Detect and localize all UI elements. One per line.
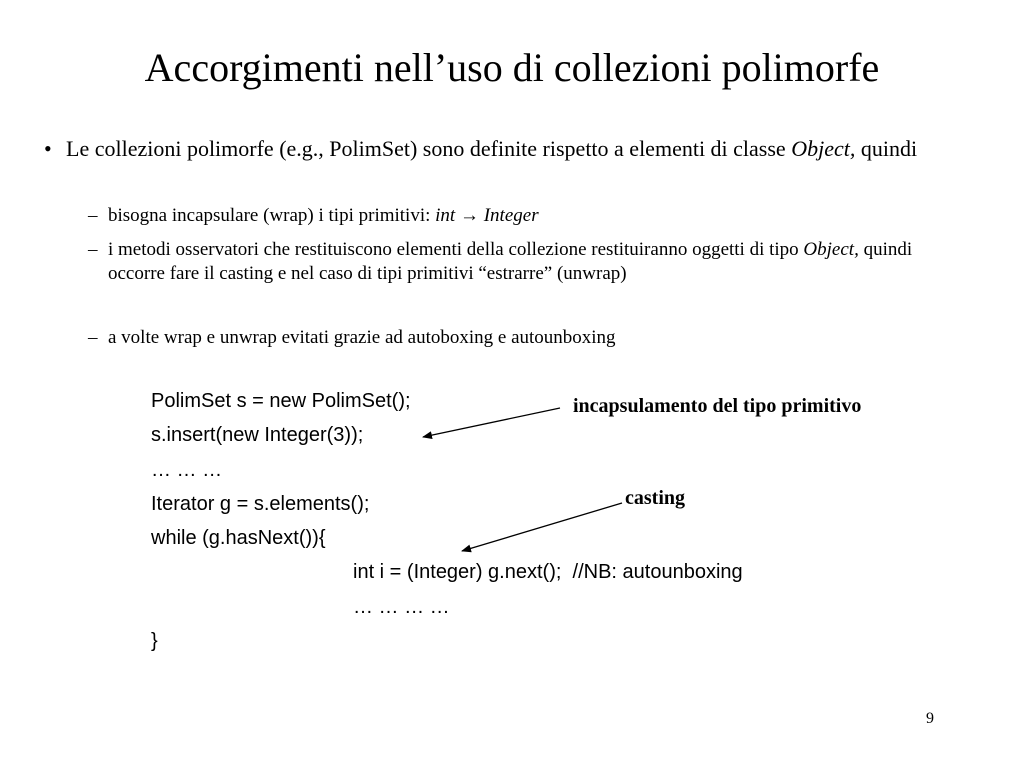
subbullet-italic-object: Object, [803, 239, 859, 260]
bullet-italic-object: Object, [791, 136, 856, 161]
bullet-text-b: quindi [855, 136, 918, 161]
page-number: 9 [926, 710, 934, 727]
subbullet-observers-text-b: quindi occorre fare il casting e nel caso di tipi primitivi “estrarre” (unwrap) [108, 239, 913, 284]
annotation-wrap: incapsulamento del tipo primitivo [573, 395, 862, 417]
subbullet-marker: – [88, 239, 98, 260]
subbullet-marker: – [88, 327, 98, 348]
subbullet-integer: Integer [483, 205, 539, 226]
annotation-casting: casting [625, 487, 685, 509]
subbullet-wrap-text: bisogna incapsulare (wrap) i tipi primitivi: [108, 205, 436, 226]
arrow-to-casting-line [462, 503, 622, 551]
code-line-8: } [151, 630, 158, 652]
code-line-2: s.insert(new Integer(3)); [151, 424, 364, 446]
code-line-5: while (g.hasNext()){ [151, 527, 326, 549]
right-arrow-icon: → [459, 205, 479, 226]
subbullet-observers-text-a: i metodi osservatori che restituiscono elementi della collezione restituiranno oggetti di tipo [108, 239, 804, 260]
code-line-1: PolimSet s = new PolimSet(); [151, 390, 411, 412]
code-line-4: Iterator g = s.elements(); [151, 493, 370, 515]
arrow-to-insert-line [423, 408, 560, 437]
subbullet-int: int [435, 205, 456, 226]
code-line-3: … … … [151, 459, 223, 481]
bullet-text-a: Le collezioni polimorfe (e.g., PolimSet) sono definite rispetto a elementi di classe [66, 136, 792, 161]
bullet-marker: • [44, 136, 52, 161]
slide-title: Accorgimenti nell’uso di collezioni polimorfe [144, 45, 880, 90]
code-line-7: … … … … [353, 596, 450, 618]
subbullet-marker: – [88, 205, 98, 226]
subbullet-autoboxing-text: a volte wrap e unwrap evitati grazie ad autoboxing e autounboxing [108, 327, 616, 348]
code-line-6: int i = (Integer) g.next(); //NB: autounboxing [353, 561, 743, 583]
